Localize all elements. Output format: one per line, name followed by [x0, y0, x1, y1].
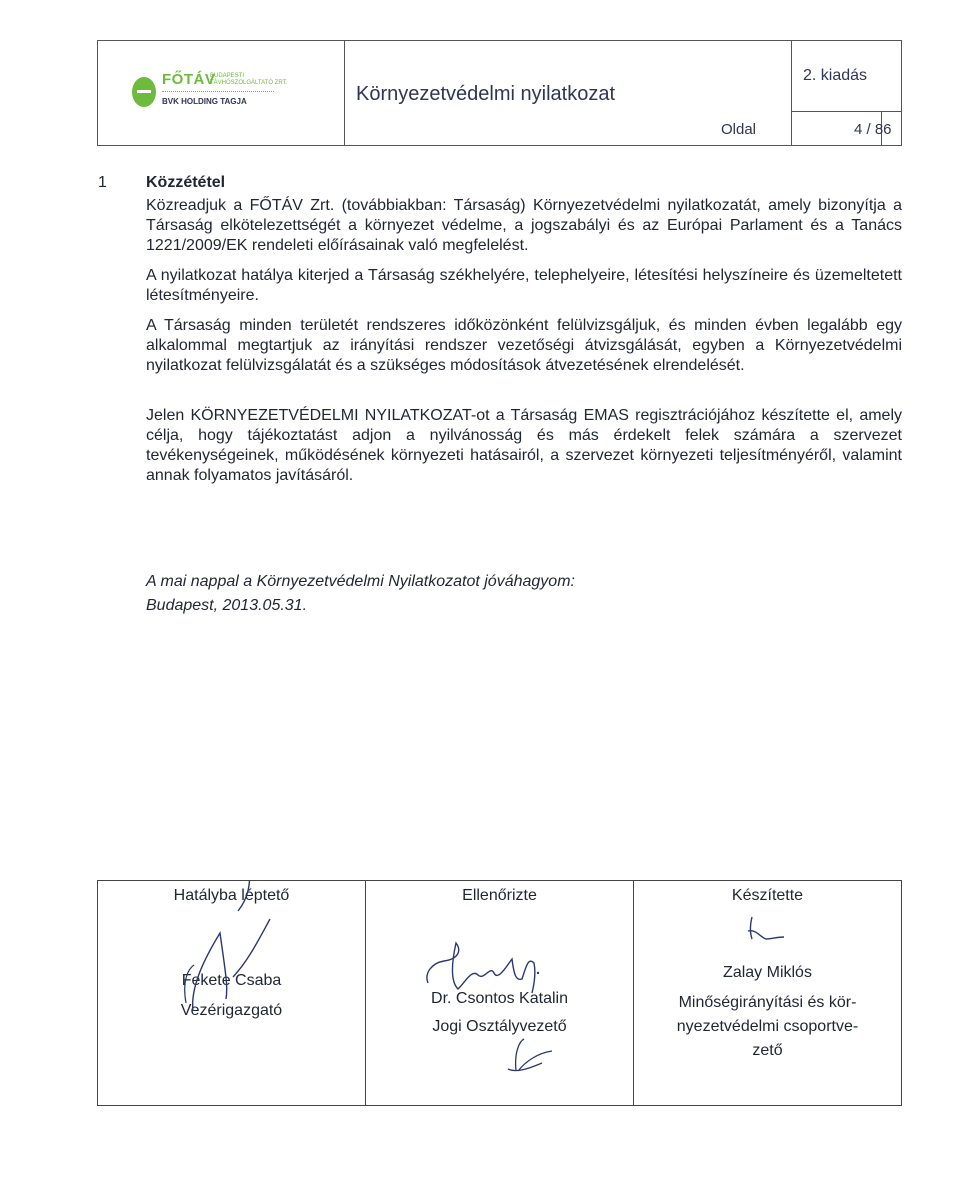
- signature-heading-3: Készítette: [731, 887, 804, 904]
- signer-role-1: Vezérigazgató: [180, 1002, 283, 1019]
- paragraph-2: A nyilatkozat hatálya kiterjed a Társaság székhelyére, telephelyeire, létesítési helyszíneire és üzemeltetett létesítményeire.: [146, 267, 902, 304]
- section-title: Közzététel: [146, 174, 226, 191]
- signature-cell-3: [634, 881, 902, 1106]
- signer-name-1: Fekete Csaba: [181, 972, 282, 989]
- signer-role-2: Jogi Osztályvezető: [432, 1018, 567, 1035]
- signature-cell-2: [366, 881, 634, 1106]
- logo-cell: [98, 41, 345, 145]
- signer-name-3: Zalay Miklós: [723, 964, 812, 981]
- logo-small-text: BUDAPESTI TÁVHŐSZOLGÁLTATÓ ZRT.: [210, 73, 288, 86]
- document-title: Környezetvédelmi nyilatkozat: [356, 83, 616, 105]
- approval-line: A mai nappal a Környezetvédelmi Nyilatkozatot jóváhagyom:: [146, 573, 575, 590]
- logo-brand: FŐTÁV: [162, 71, 216, 88]
- signature-table: [97, 880, 902, 1106]
- signature-cell-1: [98, 881, 366, 1106]
- paragraph-4: Jelen KÖRNYEZETVÉDELMI NYILATKOZAT-ot a Társaság EMAS regisztrációjához készítette el, amely célja, hogy tájékoztatást adjon a nyilvánosság és más érdekelt felek számára a szervezet tevékenységeinek, működésének környezeti hatásairól, a szervezet környezeti teljesítményéről, valamint annak folyamatos javításáról.: [146, 407, 902, 484]
- logo-subtext: BVK HOLDING TAGJA: [162, 97, 247, 106]
- document-header: [97, 40, 902, 146]
- signature-heading-2: Ellenőrizte: [462, 887, 537, 904]
- edition-label: 2. kiadás: [803, 67, 868, 84]
- signer-role-3-line-2: nyezetvédelmi csoportve-: [676, 1018, 859, 1035]
- paragraph-1: Közreadjuk a FŐTÁV Zrt. (továbbiakban: Társaság) Környezetvédelmi nyilatkozatát, amely bizonyítja a Társaság elkötelezettségét a környezet védelme, a jogszabályi és az Európai Parlament és a Tanács 1221/2009/EK rendeleti előírásainak való megfelelést.: [146, 197, 902, 254]
- edition-cell: [791, 41, 901, 112]
- page-number: 4 / 86: [854, 121, 892, 138]
- signer-role-3-line-1: Minőségirányítási és kör-: [678, 994, 857, 1011]
- handwritten-signature-2: [366, 881, 634, 1105]
- handwritten-signature-3: [634, 881, 902, 1105]
- fotav-logo-icon: [132, 77, 156, 107]
- approval-date: Budapest, 2013.05.31.: [146, 597, 308, 614]
- signature-heading-1: Hatályba léptető: [173, 887, 290, 904]
- logo-divider: [162, 91, 274, 92]
- paragraph-3: A Társaság minden területét rendszeres időközönként felülvizsgáljuk, és minden évben legalább egy alkalommal megtartjuk az irányítási rendszer vezetőségi átvizsgálását, egyben a Környezetvédelmi nyilatkozat felülvizsgálatát és a szükséges módosítások átvezetésének elrendelését.: [146, 317, 902, 374]
- signer-name-2: Dr. Csontos Katalin: [431, 990, 568, 1007]
- page-label: Oldal: [721, 121, 757, 138]
- handwritten-signature-1: [98, 881, 366, 1105]
- signer-role-3-line-3: zető: [752, 1042, 783, 1059]
- section-number: 1: [98, 174, 107, 191]
